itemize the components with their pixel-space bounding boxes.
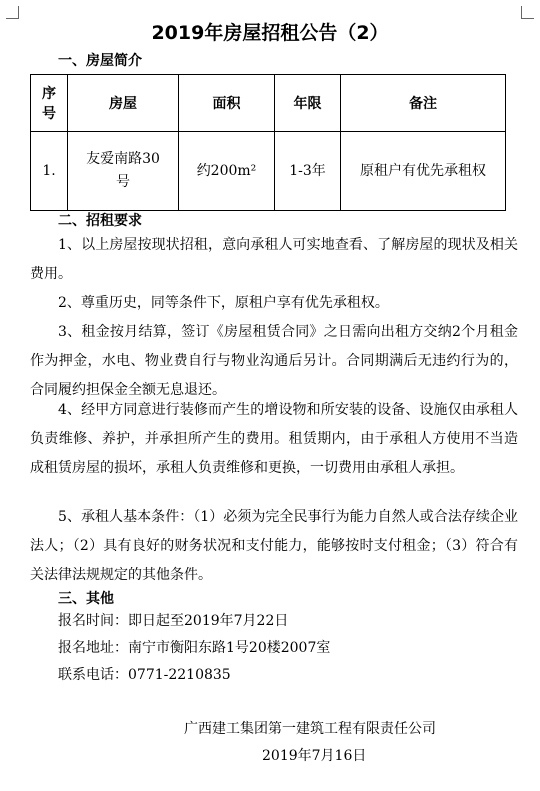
section-heading-requirements: 二、招租要求 — [58, 213, 142, 229]
requirement-item-2: 2、尊重历史，同等条件下，原租户享有优先承租权。 — [58, 295, 389, 311]
cell-index: 1. — [31, 132, 68, 211]
requirement-item-5: 5、承租人基本条件：（1）必须为完全民事行为能力自然人或合法存续企业法人；（2）具有良好的财务状况和支付能力，能够按时支付租金；（3）符合有关法律法规规定的其他条件。 — [30, 509, 518, 583]
property-table — [30, 74, 506, 211]
col-header-area: 面积 — [179, 75, 275, 132]
col-header-notes: 备注 — [341, 75, 506, 132]
col-header-property: 房屋 — [68, 75, 179, 132]
col-header-index: 序号 — [31, 75, 68, 132]
cell-area: 约200m² — [179, 132, 275, 211]
cell-notes: 原租户有优先承租权 — [341, 132, 506, 211]
table-row — [31, 132, 506, 211]
section-heading-other: 三、其他 — [58, 591, 114, 607]
document-title: 2019年房屋招租公告（2） — [151, 22, 389, 44]
registration-time: 报名时间：即日起至2019年7月22日 — [58, 613, 289, 629]
requirement-item-4: 4、经甲方同意进行装修而产生的增设物和所安装的设备、设施仅由承租人负责维修、养护，并承担所产生的费用。租赁期内，由于承租人方使用不当造成租赁房屋的损坏，承租人负责维修和更换，一切费用由承租人承担。 — [30, 402, 518, 476]
contact-phone: 联系电话：0771-2210835 — [58, 667, 231, 683]
cell-property: 友爱南路30号 — [68, 132, 179, 211]
signature-company: 广西建工集团第一建筑工程有限责任公司 — [184, 721, 436, 737]
table-header-row — [31, 75, 506, 132]
requirement-item-3: 3、租金按月结算，签订《房屋租赁合同》之日需向出租方交纳2个月租金作为押金，水电、物业费自行与物业沟通后另计。合同期满后无违约行为的，合同履约担保金全额无息退还。 — [30, 324, 518, 398]
requirement-item-1: 1、以上房屋按现状招租，意向承租人可实地查看、了解房屋的现状及相关费用。 — [30, 237, 518, 282]
cell-term: 1-3年 — [275, 132, 341, 211]
signature-date: 2019年7月16日 — [262, 748, 367, 764]
col-header-term: 年限 — [275, 75, 341, 132]
section-heading-intro: 一、房屋简介 — [58, 53, 142, 69]
registration-address: 报名地址：南宁市衡阳东路1号20楼2007室 — [58, 640, 331, 656]
